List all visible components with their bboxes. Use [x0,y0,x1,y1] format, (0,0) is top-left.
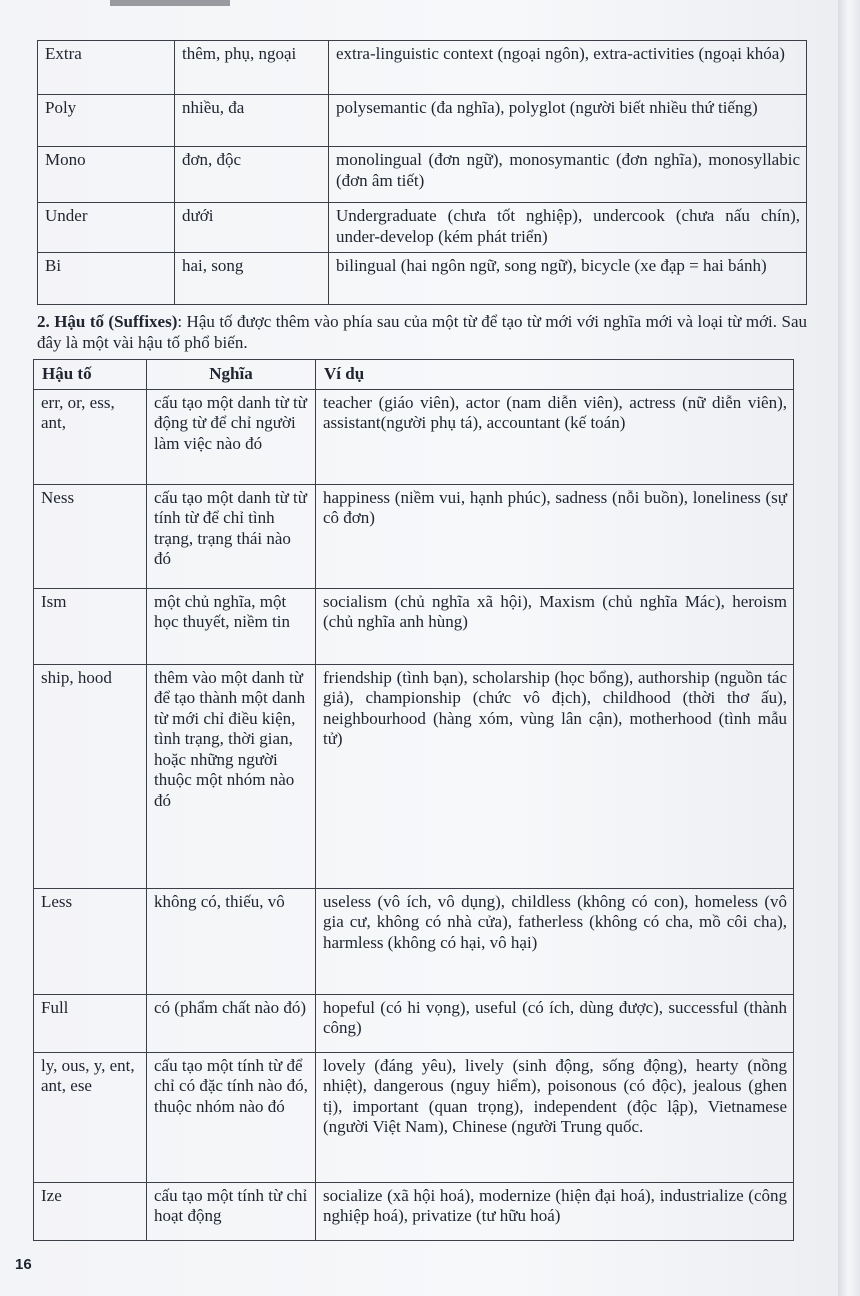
table-row [34,389,794,484]
example-cell: extra-linguistic context (ngoại ngôn), extra-activities (ngoại khóa) [329,41,807,95]
example-cell: monolingual (đơn ngữ), monosymantic (đơn nghĩa), monosyllabic (đơn âm tiết) [329,147,807,203]
example-cell: socialize (xã hội hoá), modernize (hiện đại hoá), industrialize (công nghiệp hoá), privatize (tư hữu hoá) [316,1182,794,1240]
suffix-cell: Ness [34,484,147,588]
suffix-cell: err, or, ess, ant, [34,389,147,484]
prefix-cell: Mono [38,147,175,203]
suffix-cell: ship, hood [34,664,147,888]
example-cell: useless (vô ích, vô dụng), childless (không có con), homeless (vô gia cư, không có nhà cửa), fatherless (không có cha, mồ côi cha), harmless (không có hại, vô hại) [316,888,794,994]
table-row [34,1052,794,1182]
suffix-cell: Less [34,888,147,994]
example-cell: socialism (chủ nghĩa xã hội), Maxism (chủ nghĩa Mác), heroism (chủ nghĩa anh hùng) [316,588,794,664]
meaning-cell: cấu tạo một tính từ chỉ hoạt động [147,1182,316,1240]
meaning-cell: thêm, phụ, ngoại [175,41,329,95]
meaning-cell: dưới [175,203,329,253]
prefix-cell: Bi [38,253,175,305]
meaning-cell: cấu tạo một danh từ từ động từ để chỉ người làm việc nào đó [147,389,316,484]
example-cell: happiness (niềm vui, hạnh phúc), sadness (nỗi buồn), loneliness (sự cô đơn) [316,484,794,588]
suffix-cell: Ize [34,1182,147,1240]
example-cell: teacher (giáo viên), actor (nam diễn viên), actress (nữ diễn viên), assistant(người phụ tá), accountant (kế toán) [316,389,794,484]
table-row [34,664,794,888]
meaning-cell: hai, song [175,253,329,305]
meaning-cell: đơn, độc [175,147,329,203]
example-cell: bilingual (hai ngôn ngữ, song ngữ), bicycle (xe đạp = hai bánh) [329,253,807,305]
example-cell: friendship (tình bạn), scholarship (học bổng), authorship (nguồn tác giả), championship (chức vô địch), childhood (thời thơ ấu), neighbourhood (hàng xóm, vùng lân cận), motherhood (tình mẫu tử) [316,664,794,888]
meaning-cell: có (phẩm chất nào đó) [147,994,316,1052]
top-scan-mark [110,0,230,6]
prefix-cell: Under [38,203,175,253]
suffix-cell: ly, ous, y, ent, ant, ese [34,1052,147,1182]
example-cell: polysemantic (đa nghĩa), polyglot (người biết nhiều thứ tiếng) [329,95,807,147]
suffix-section-heading [37,311,807,353]
table-row [34,994,794,1052]
meaning-column-header: Nghĩa [147,360,316,390]
suffix-cell: Full [34,994,147,1052]
example-cell: lovely (đáng yêu), lively (sinh động, sống động), hearty (nồng nhiệt), dangerous (nguy hiểm), poisonous (có độc), jealous (ghen tị), important (quan trọng), independent (độc lập), Vietnamese (người Việt Nam), Chinese (người Trung quốc. [316,1052,794,1182]
table-header-row [34,360,794,390]
meaning-cell: thêm vào một danh từ để tạo thành một danh từ mới chỉ điều kiện, tình trạng, thời gian, hoặc những người thuộc một nhóm nào đó [147,664,316,888]
suffix-column-header: Hậu tố [34,360,147,390]
example-column-header: Ví dụ [316,360,794,390]
suffix-table [33,359,794,1241]
prefix-cell: Poly [38,95,175,147]
example-cell: Undergraduate (chưa tốt nghiệp), undercook (chưa nấu chín), under-develop (kém phát triển) [329,203,807,253]
suffix-heading-title: 2. Hậu tố (Suffixes) [37,312,178,331]
meaning-cell: cấu tạo một danh từ từ tính từ để chỉ tình trạng, trạng thái nào đó [147,484,316,588]
suffix-heading-text: : Hậu tố được thêm vào phía sau của một từ để tạo từ mới với nghĩa mới và loại từ mới. Sau đây là một vài hậu tố phổ biến. [37,312,807,352]
meaning-cell: cấu tạo một tính từ để chỉ có đặc tính nào đó, thuộc nhóm nào đó [147,1052,316,1182]
suffix-cell: Ism [34,588,147,664]
meaning-cell: không có, thiếu, vô [147,888,316,994]
page-number: 16 [15,1256,32,1273]
table-row [38,41,807,95]
table-row [38,203,807,253]
meaning-cell: một chủ nghĩa, một học thuyết, niềm tin [147,588,316,664]
table-row [34,484,794,588]
table-row [34,1182,794,1240]
meaning-cell: nhiều, đa [175,95,329,147]
table-row [34,888,794,994]
page-edge [838,0,860,1296]
example-cell: hopeful (có hi vọng), useful (có ích, dùng được), successful (thành công) [316,994,794,1052]
prefix-table [37,40,807,305]
table-row [38,147,807,203]
prefix-cell: Extra [38,41,175,95]
table-row [38,95,807,147]
table-row [38,253,807,305]
table-row [34,588,794,664]
